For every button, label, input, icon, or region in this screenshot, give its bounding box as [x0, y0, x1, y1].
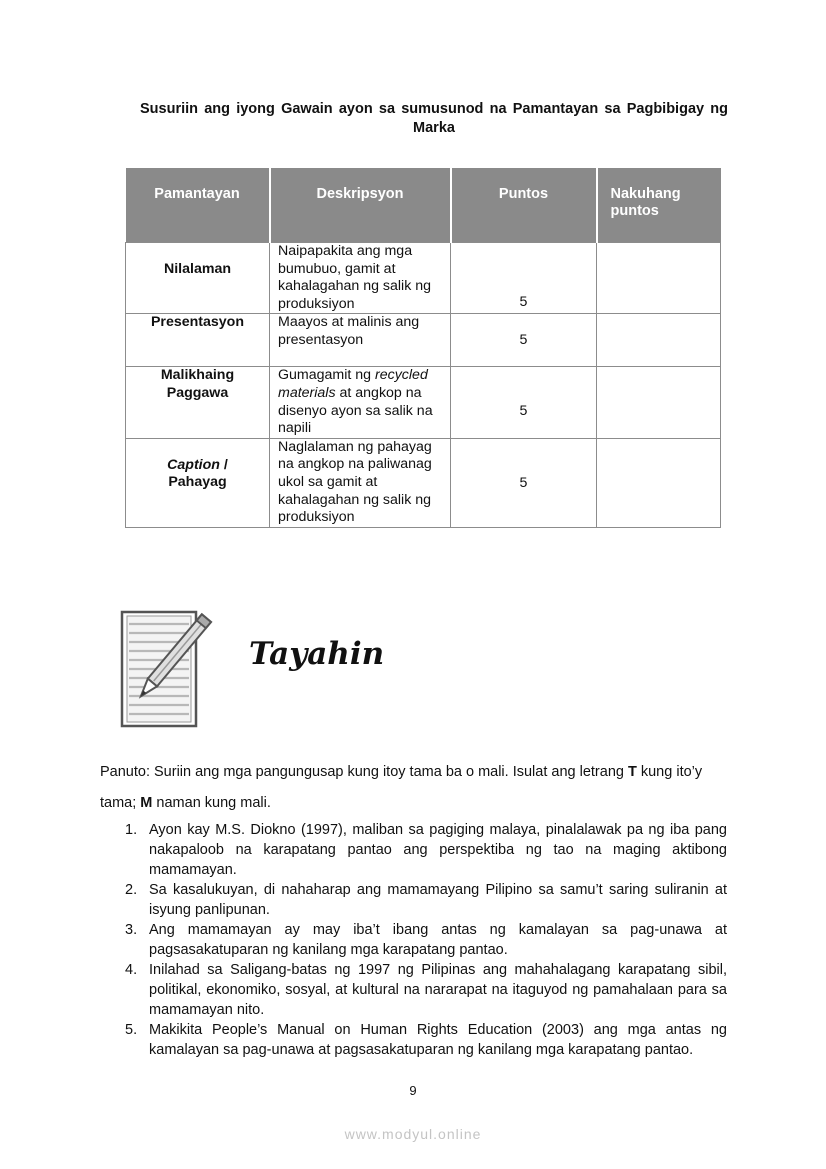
criterion-line2: Paggawa: [166, 384, 229, 401]
section-title: Tayahin: [249, 636, 385, 672]
table-row: [126, 438, 721, 527]
question-number: 2.: [125, 882, 138, 898]
criterion-emphasis: Caption: [167, 456, 220, 473]
table-row: [126, 243, 721, 314]
page-number: 9: [409, 1083, 417, 1098]
description-cell: [270, 367, 451, 438]
criterion-cell: [126, 367, 270, 438]
description-post: at angkop na disenyo ayon sa salik na napili: [278, 384, 433, 437]
list-item: [100, 960, 727, 1020]
score-cell[interactable]: [597, 438, 721, 527]
table-row: [126, 367, 721, 438]
question-number: 4.: [125, 962, 138, 978]
question-text: Ayon kay M.S. Diokno (1997), maliban sa pagiging malaya, pinalalawak pa ng iba pang nakapaloob na karapatang pantao ang perspektiba ng tao na maging aktibong mamamayan.: [149, 822, 727, 878]
description-pre: Gumagamit ng: [278, 367, 375, 384]
question-number: 5.: [125, 1022, 138, 1038]
list-item: [100, 820, 727, 880]
question-text: Ang mamamayan ay may iba’t ibang antas ng kamalayan sa pag-unawa at pagsasakatuparan ng kanilang mga karapatang pantao.: [149, 922, 727, 958]
question-number: 1.: [125, 822, 138, 838]
points-cell: 5: [451, 243, 597, 314]
table-row: [126, 314, 721, 367]
criterion-cell: Presentasyon: [126, 314, 270, 367]
description-cell: Naipapakita ang mga bumubuo, gamit at kahalagahan ng salik ng produksiyon: [270, 243, 451, 314]
criterion-line2: Pahayag: [168, 474, 227, 491]
rubric-table: [125, 168, 721, 528]
instruction-letter-m: M: [140, 795, 153, 811]
points-cell: 5: [451, 438, 597, 527]
description-cell: Maayos at malinis ang presentasyon: [270, 314, 451, 367]
header-nakuhang-puntos: Nakuhang puntos: [597, 168, 721, 243]
rubric-heading: Susuriin ang iyong Gawain ayon sa sumusunod na Pamantayan sa Pagbibigay ng Marka: [140, 101, 728, 136]
header-deskripsyon: Deskripsyon: [270, 168, 451, 243]
question-text: Makikita People’s Manual on Human Rights Education (2003) ang mga antas ng kamalayan sa pag-unawa at pagsasakatuparan ng kanilang mga karapatang pantao.: [149, 1022, 727, 1058]
header-pamantayan: Pamantayan: [126, 168, 270, 243]
rubric-header-row: [126, 168, 721, 243]
score-cell[interactable]: [597, 367, 721, 438]
watermark: www.modyul.online: [344, 1126, 482, 1142]
question-number: 3.: [125, 922, 138, 938]
criterion-cell: Nilalaman: [126, 243, 270, 314]
list-item: [100, 1020, 727, 1060]
criterion-post: /: [219, 456, 228, 473]
question-text: Sa kasalukuyan, di nahaharap ang mamamayang Pilipino sa samu’t saring suliranin at isyung panlipunan.: [149, 882, 727, 918]
description-cell: Naglalaman ng pahayag na angkop na paliwanag ukol sa gamit at kahalagahan ng salik ng produksiyon: [270, 438, 451, 527]
points-cell: 5: [451, 367, 597, 438]
question-text: Inilahad sa Saligang-batas ng 1997 ng Pilipinas ang mahahalagang karapatang sibil, politikal, ekonomiko, sosyal, at kultural na nararapat na itaguyod ng pamahalaan para sa mamamayan nito.: [149, 962, 727, 1018]
criterion-line1: Malikhaing: [160, 367, 235, 384]
description-emphasis: recycled materials: [278, 367, 428, 401]
instruction-post: naman kung mali.: [152, 795, 271, 811]
instruction-text: [100, 757, 740, 819]
header-puntos: Puntos: [451, 168, 597, 243]
points-cell: 5: [451, 314, 597, 367]
question-list: [100, 820, 727, 1060]
score-cell[interactable]: [597, 243, 721, 314]
instruction-mid: kung ito’y tama;: [100, 764, 703, 811]
list-item: [100, 920, 727, 960]
instruction-letter-t: T: [627, 764, 637, 780]
instruction-pre: Panuto: Suriin ang mga pangungusap kung itoy tama ba o mali. Isulat ang letrang: [100, 764, 628, 780]
list-item: [100, 880, 727, 920]
notepad-pencil-icon: [117, 604, 217, 728]
score-cell[interactable]: [597, 314, 721, 367]
criterion-cell: [126, 438, 270, 527]
